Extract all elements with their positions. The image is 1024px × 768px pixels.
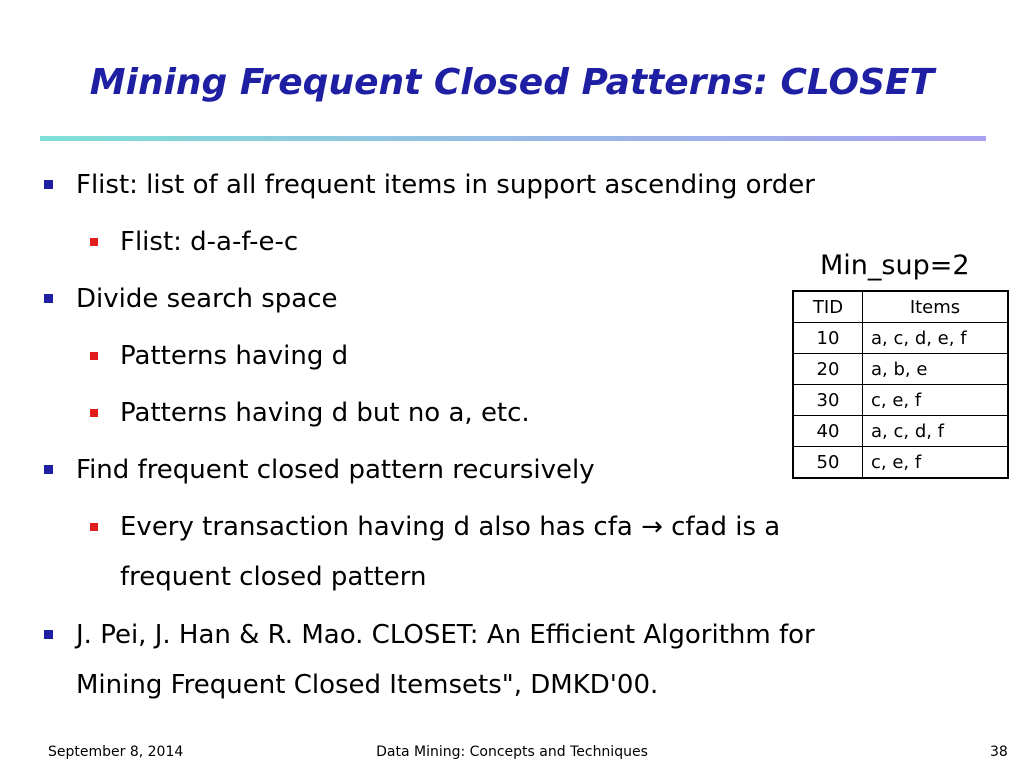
table-row xyxy=(793,354,1008,385)
transaction-table xyxy=(792,290,1009,479)
page-number: 38 xyxy=(990,744,1008,760)
sub-bullet-item: Flist: d-a-f-e-c xyxy=(120,227,299,257)
sub-bullet-marker xyxy=(90,409,98,417)
title-divider xyxy=(40,136,986,141)
table-row xyxy=(793,323,1008,354)
sub-bullet-marker xyxy=(90,238,98,246)
table-row xyxy=(793,416,1008,447)
column-header-items: Items xyxy=(863,291,1009,323)
sub-bullet-item-continuation: frequent closed pattern xyxy=(120,562,427,592)
items-cell: c, e, f xyxy=(863,385,1009,416)
tid-cell: 50 xyxy=(793,447,863,479)
tid-cell: 20 xyxy=(793,354,863,385)
bullet-marker xyxy=(44,630,53,639)
items-cell: a, c, d, f xyxy=(863,416,1009,447)
bullet-item: Find frequent closed pattern recursively xyxy=(76,455,595,485)
bullet-item: Flist: list of all frequent items in support ascending order xyxy=(76,170,815,200)
table-row xyxy=(793,447,1008,479)
slide-title: Mining Frequent Closed Patterns: CLOSET xyxy=(89,62,935,103)
bullet-marker xyxy=(44,180,53,189)
bullet-marker xyxy=(44,294,53,303)
items-cell: a, b, e xyxy=(863,354,1009,385)
footer-date: September 8, 2014 xyxy=(48,744,184,760)
bullet-marker xyxy=(44,465,53,474)
bullet-item: J. Pei, J. Han & R. Mao. CLOSET: An Efficient Algorithm for xyxy=(76,620,815,650)
footer-title: Data Mining: Concepts and Techniques xyxy=(376,744,648,760)
items-cell: a, c, d, e, f xyxy=(863,323,1009,354)
table-row xyxy=(793,385,1008,416)
column-header-tid: TID xyxy=(793,291,863,323)
sub-bullet-marker xyxy=(90,523,98,531)
tid-cell: 40 xyxy=(793,416,863,447)
sub-bullet-marker xyxy=(90,352,98,360)
sub-bullet-item: Patterns having d xyxy=(120,341,349,371)
tid-cell: 10 xyxy=(793,323,863,354)
min-sup-label: Min_sup=2 xyxy=(820,250,970,281)
tid-cell: 30 xyxy=(793,385,863,416)
table-header-row xyxy=(793,291,1008,323)
sub-bullet-item: Patterns having d but no a, etc. xyxy=(120,398,530,428)
bullet-item-continuation: Mining Frequent Closed Itemsets", DMKD'00. xyxy=(76,670,659,700)
bullet-item: Divide search space xyxy=(76,284,338,314)
sub-bullet-item: Every transaction having d also has cfa → cfad is a xyxy=(120,512,781,542)
items-cell: c, e, f xyxy=(863,447,1009,479)
